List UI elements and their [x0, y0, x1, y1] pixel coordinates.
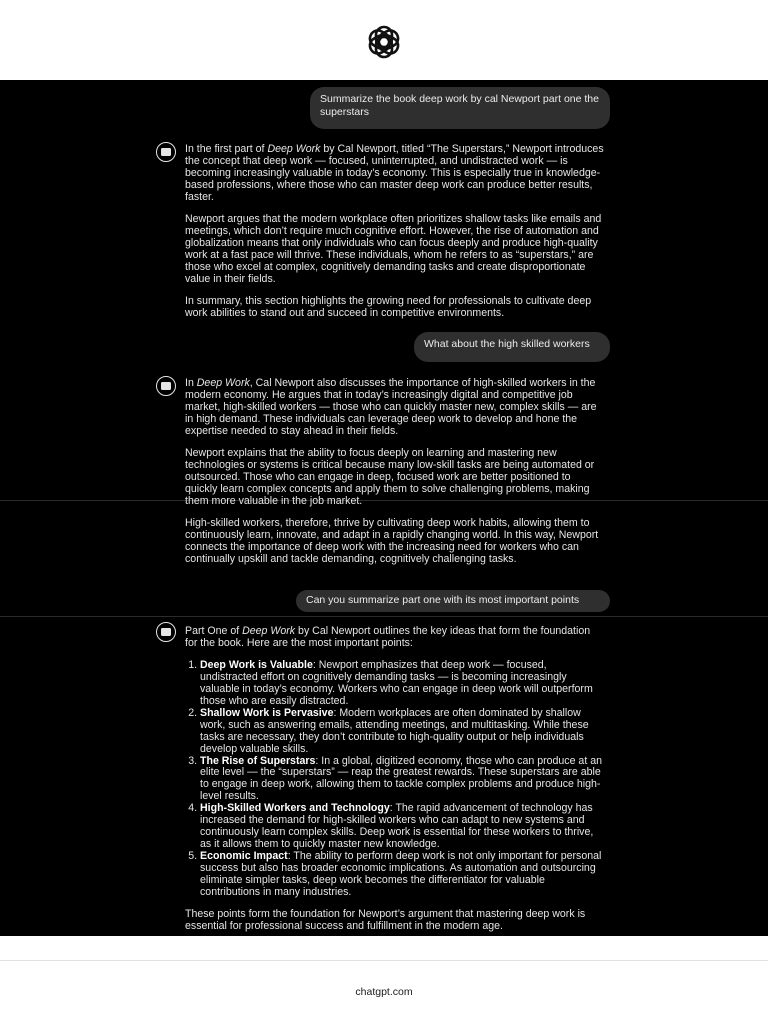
assistant-paragraph: These points form the foundation for Newport’s argument that mastering deep work is essential for professional success and fulfillment in the modern age. [185, 907, 586, 932]
user-message-text: Can you summarize part one with its most important points [306, 594, 580, 606]
assistant-paragraph: In summary, this section highlights the growing need for professionals to cultivate deep work abilities to stand out and succeed in competitive environments. [185, 294, 592, 319]
footer-divider [0, 960, 768, 961]
user-message [296, 590, 610, 612]
assistant-paragraph: Part One of Deep Work by Cal Newport outlines the key ideas that form the foundation for the book. Here are the most important points: [185, 625, 591, 649]
assistant-paragraph: Newport argues that the modern workplace often prioritizes shallow tasks like emails and meetings, which don’t require much cognitive effort. However, the rise of automation and globalization means that only individuals who can focus deeply and produce high-quality work at a fast pace will thrive. These individuals, whom he refers to as “superstars,” are those who excel at complex, cognitively demanding tasks and create disproportionate value in their fields. [185, 213, 602, 285]
list-item: 5. Economic Impact: The ability to perform deep work is not only important for personal success but also has broader economic implications. As automation and outsourcing eliminate simpler tasks, deep work becomes the differentiator for valuable contributions in many industries. [200, 851, 605, 899]
assistant-message [185, 144, 605, 330]
user-message-text: What about the high skilled workers [424, 338, 590, 350]
openai-logo-icon[interactable] [364, 22, 404, 62]
assistant-avatar-icon [156, 622, 176, 642]
footer-site-link[interactable]: chatgpt.com [355, 986, 413, 998]
key-points-list [185, 660, 605, 898]
user-message [310, 87, 610, 129]
conversation [0, 80, 768, 936]
assistant-avatar-icon [156, 142, 176, 162]
user-message-text: Summarize the book deep work by cal Newport part one the superstars [320, 93, 599, 118]
list-item: 2. Shallow Work is Pervasive: Modern workplaces are often dominated by shallow work, such as answering emails, attending meetings, and multitasking. While these tasks are necessary, they don’t contribute to high-quality output or help individuals develop valuable skills. [200, 708, 605, 756]
header [0, 0, 768, 80]
assistant-paragraph: Newport explains that the ability to focus deeply on learning and mastering new technologies or systems is critical because many low-skill tasks are being automated or outsourced. Those who can engage in deep, focused work are better positioned to quickly learn complex concepts and apply them to solve challenging problems, making them more valuable in the job market. [185, 447, 595, 507]
assistant-avatar-icon [156, 376, 176, 396]
assistant-paragraph: In Deep Work, Cal Newport also discusses the importance of high-skilled workers in the modern economy. He argues that in today’s increasingly digital and competitive job market, high-skilled workers — those who can quickly master new, complex skills — are in high demand. These individuals can leverage deep work to develop and hone the expertise needed to stay ahead in their fields. [185, 377, 597, 437]
assistant-message [185, 626, 605, 936]
assistant-paragraph: High-skilled workers, therefore, thrive by cultivating deep work habits, allowing them to continuously learn, innovate, and adapt in a rapidly changing world. In this way, Newport connects the importance of deep work with the increasing need for workers who can continually upskill and tackle demanding, cognitively challenging tasks. [185, 517, 599, 565]
assistant-message [185, 378, 605, 576]
assistant-paragraph: In the first part of Deep Work by Cal Newport, titled “The Superstars,” Newport introduces the concept that deep work — focused, uninterrupted, and undistracted work — is becoming increasingly valuable in today’s economy. This is especially true in knowledge-based professions, where those who can master deep work can produce better results, faster. [185, 143, 604, 203]
list-item: 1. Deep Work is Valuable: Newport emphasizes that deep work — focused, undistracted effort on cognitively demanding tasks — is becoming increasingly valuable in today’s economy. Workers who can engage in deep work will outperform those who are easily distracted. [200, 660, 605, 708]
user-message [414, 332, 610, 362]
list-item: 4. High-Skilled Workers and Technology: The rapid advancement of technology has increased the demand for high-skilled workers who can adapt to new systems and continuously learn complex skills. Deep work is essential for these workers to thrive, as it allows them to quickly master new knowledge. [200, 803, 605, 851]
footer [0, 936, 768, 1024]
list-item: 3. The Rise of Superstars: In a global, digitized economy, those who can produce at an elite level — the “superstars” — reap the greatest rewards. These superstars are able to engage in deep work, allowing them to tackle complex problems and produce high-level results. [200, 756, 605, 804]
divider [0, 616, 768, 617]
